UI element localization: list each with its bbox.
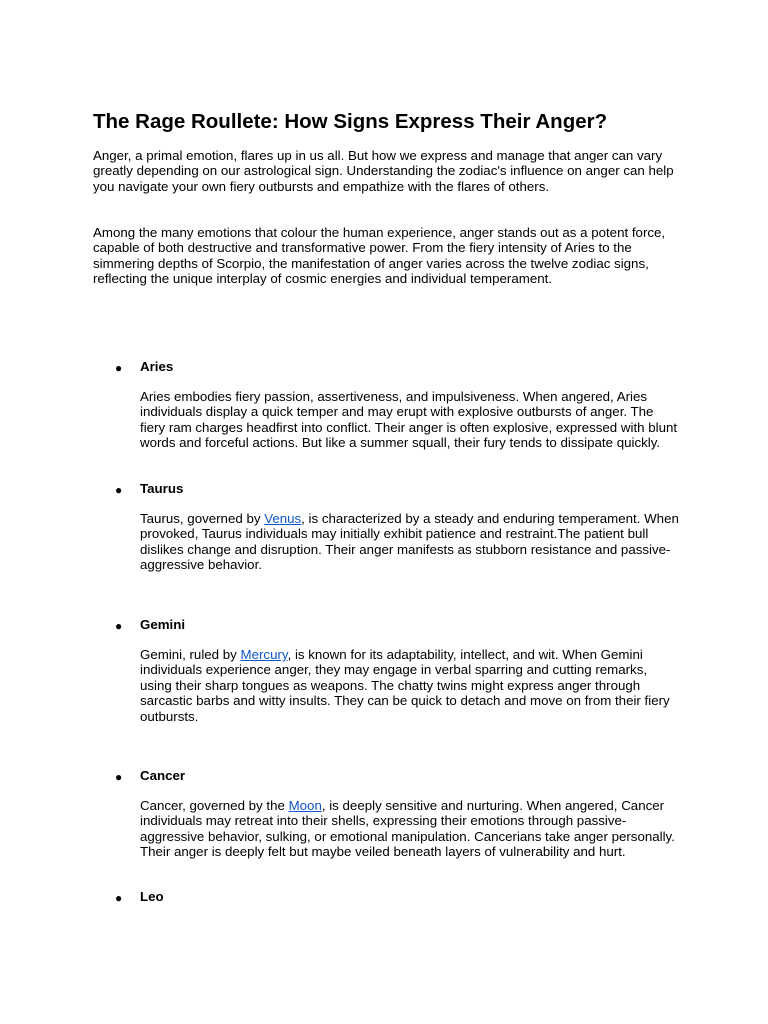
mercury-link[interactable]: Mercury (240, 647, 288, 662)
sign-heading-leo: Leo (140, 889, 164, 904)
sign-description-gemini (140, 647, 680, 724)
sign-description-cancer (140, 798, 680, 860)
desc-text: , is known for its adaptability, intellect, and wit. When Gemini individuals experience anger, they may engage in verbal sparring and cutting remarks, using their sharp tongues as weapons. The chatty twins might express anger through sarcastic barbs and witty insults. They can be quick to detach and move on from their fiery outbursts. (140, 647, 670, 724)
bullet-icon: ● (115, 619, 123, 633)
sign-heading-gemini: Gemini (140, 617, 186, 632)
desc-text: Cancer, governed by the (140, 798, 289, 813)
venus-link[interactable]: Venus (264, 511, 302, 526)
intro-paragraph-1: Anger, a primal emotion, flares up in us all. But how we express and manage that anger can vary greatly depending on our astrological sign. Understanding the zodiac's influence on anger can help you navigate your own fiery outbursts and empathize with the flares of others. (93, 148, 674, 194)
bullet-icon: ● (115, 361, 123, 375)
sign-heading-cancer: Cancer (140, 768, 186, 783)
bullet-icon: ● (115, 891, 123, 905)
sign-description-taurus (140, 511, 680, 573)
bullet-icon: ● (115, 483, 123, 497)
bullet-icon: ● (115, 770, 123, 784)
desc-text: , is characterized by a steady and enduring temperament. When provoked, Taurus individuals may initially exhibit patience and restraint.The patient bull dislikes change and disruption. Their anger manifests as stubborn resistance and passive-aggressive behavior. (140, 511, 679, 573)
page-title: The Rage Roullete: How Signs Express Their Anger? (93, 110, 608, 133)
intro-paragraph-2: Among the many emotions that colour the human experience, anger stands out as a potent force, capable of both destructive and transformative power. From the fiery intensity of Aries to the simmering depths of Scorpio, the manifestation of anger varies across the twelve zodiac signs, reflecting the unique interplay of cosmic energies and individual temperament. (93, 225, 666, 287)
desc-text: Taurus, governed by (140, 511, 265, 526)
desc-text: Gemini, ruled by (140, 647, 241, 662)
moon-link[interactable]: Moon (288, 798, 322, 813)
sign-heading-taurus: Taurus (140, 481, 184, 496)
sign-heading-aries: Aries (140, 359, 174, 374)
desc-text: , is deeply sensitive and nurturing. When angered, Cancer individuals may retreat into their shells, expressing their emotions through passive-aggressive behavior, sulking, or emotional manipulation. Cancerians take anger personally. Their anger is deeply felt but maybe veiled beneath layers of vulnerability and hurt. (140, 798, 675, 860)
sign-description-aries: Aries embodies fiery passion, assertiveness, and impulsiveness. When angered, Aries individuals display a quick temper and may erupt with explosive outbursts of anger. The fiery ram charges headfirst into conflict. Their anger is often explosive, expressed with blunt words and forceful actions. But like a summer squall, their fury tends to dissipate quickly. (140, 389, 678, 451)
